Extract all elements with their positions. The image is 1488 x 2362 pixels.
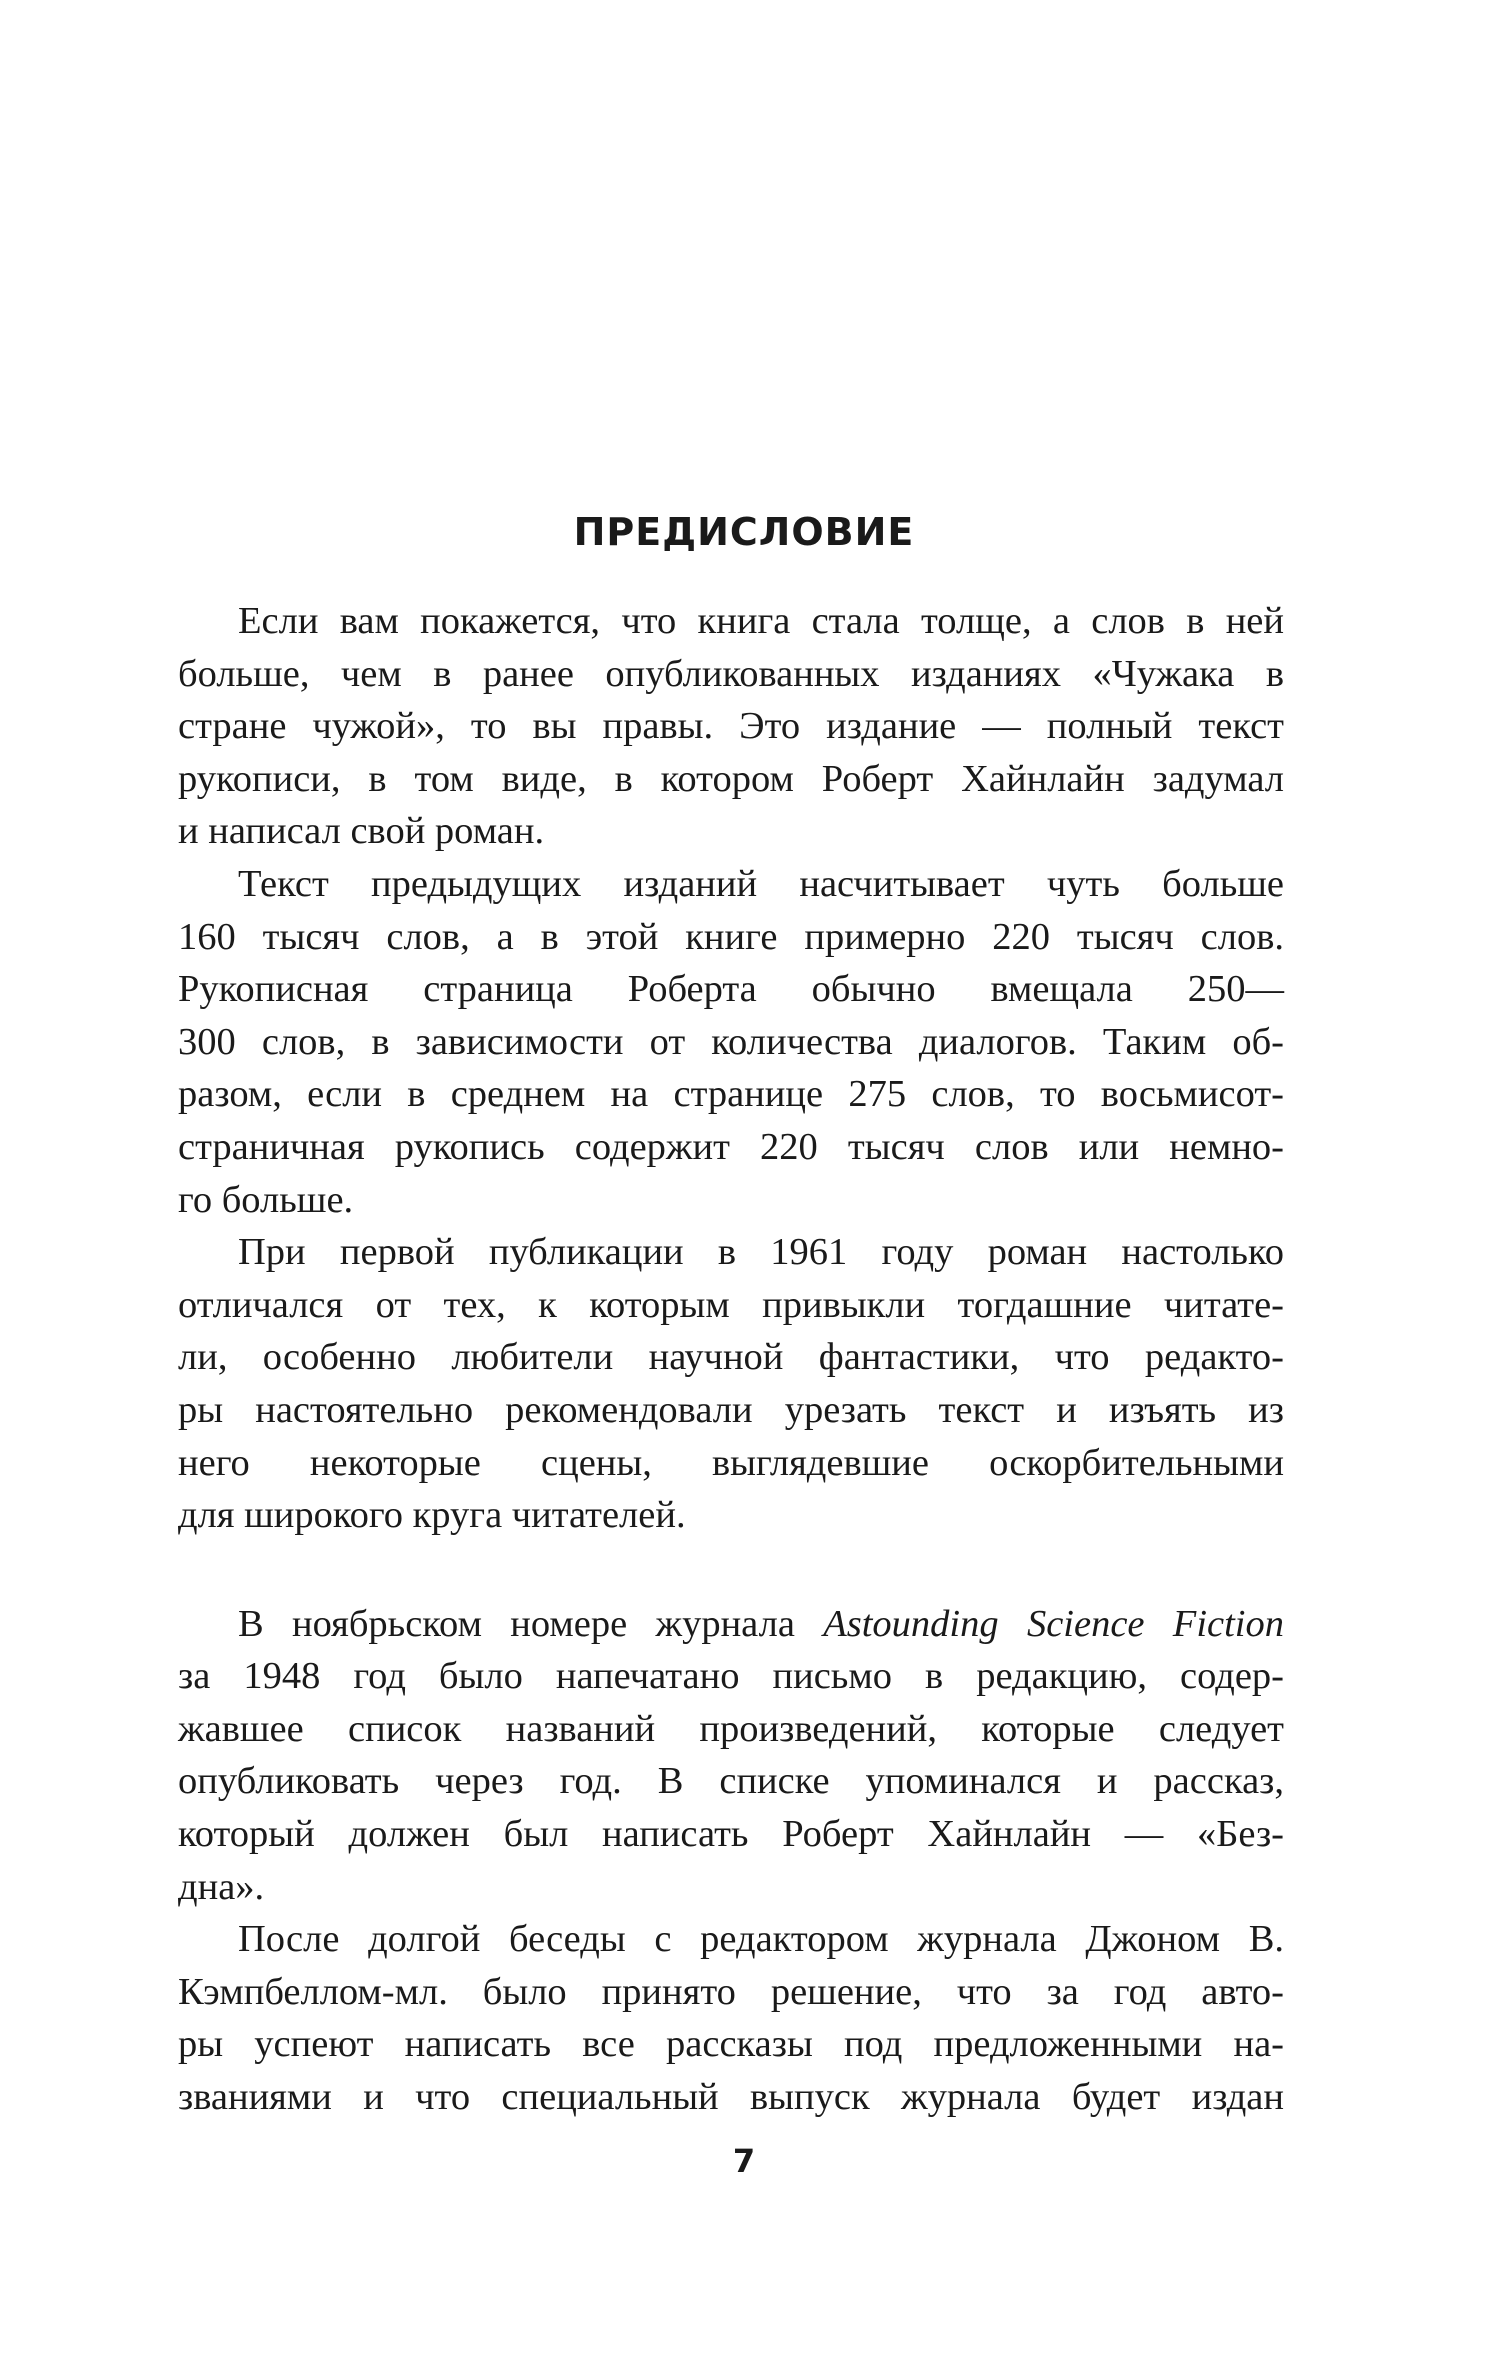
text-line: Рукописная страница Роберта обычно вмещала 250—	[178, 968, 1284, 1011]
text-line: опубликовать через год. В списке упоминался и рассказ,	[178, 1760, 1284, 1803]
body-text	[178, 595, 1284, 2124]
paragraph-5	[178, 1913, 1284, 2123]
magazine-title: Astounding Science Fiction	[823, 1602, 1285, 1645]
text-line: 300 слов, в зависимости от количества диалогов. Таким об-	[178, 1020, 1284, 1063]
page-number: 7	[732, 2142, 756, 2180]
text-run: В ноябрьском номере журнала	[238, 1602, 824, 1645]
text-line: Кэмпбеллом-мл. было принято решение, что за год авто-	[178, 1970, 1284, 2013]
text-line: больше, чем в ранее опубликованных изданиях «Чужака в	[178, 652, 1284, 695]
text-line: званиями и что специальный выпуск журнала будет издан	[178, 2076, 1284, 2119]
text-line: После долгой беседы с редактором журнала Джоном В.	[238, 1918, 1284, 1961]
text-line: дна».	[178, 1865, 265, 1908]
text-line: го больше.	[178, 1178, 354, 1221]
paragraph-1	[178, 595, 1284, 858]
text-line: 160 тысяч слов, а в этой книге примерно 220 тысяч слов.	[178, 915, 1284, 958]
paragraph-3	[178, 1226, 1284, 1542]
text-line: для широкого круга читателей.	[178, 1494, 686, 1537]
text-line: него некоторые сцены, выглядевшие оскорбительными	[178, 1441, 1284, 1484]
text-line: ры успеют написать все рассказы под предложенными на-	[178, 2023, 1284, 2066]
chapter-title: ПРЕДИСЛОВИЕ	[573, 510, 915, 554]
text-line: Текст предыдущих изданий насчитывает чуть больше	[238, 862, 1284, 905]
text-line: отличался от тех, к которым привыкли тогдашние читате-	[178, 1283, 1284, 1326]
text-line: страничная рукопись содержит 220 тысяч слов или немно-	[178, 1125, 1284, 1168]
paragraph-2	[178, 858, 1284, 1226]
text-line: ли, особенно любители научной фантастики, что редакто-	[178, 1336, 1284, 1379]
text-line	[178, 1598, 1284, 1651]
text-line: ры настоятельно рекомендовали урезать текст и изъять из	[178, 1388, 1284, 1431]
text-line: жавшее список названий произведений, которые следует	[178, 1707, 1284, 1750]
text-line: который должен был написать Роберт Хайнлайн — «Без-	[178, 1813, 1284, 1856]
text-line: При первой публикации в 1961 году роман настолько	[238, 1231, 1284, 1274]
text-line: Если вам покажется, что книга стала толще, а слов в ней	[238, 600, 1284, 642]
text-line: разом, если в среднем на странице 275 слов, то восьмисот-	[178, 1073, 1284, 1116]
section-gap	[178, 1542, 1284, 1598]
text-line: и написал свой роман.	[178, 810, 545, 853]
text-line: стране чужой», то вы правы. Это издание — полный текст	[178, 705, 1284, 748]
text-line: за 1948 год было напечатано письмо в редакцию, содер-	[178, 1655, 1284, 1698]
paragraph-4	[178, 1598, 1284, 1914]
text-line: рукописи, в том виде, в котором Роберт Хайнлайн задумал	[178, 757, 1284, 800]
